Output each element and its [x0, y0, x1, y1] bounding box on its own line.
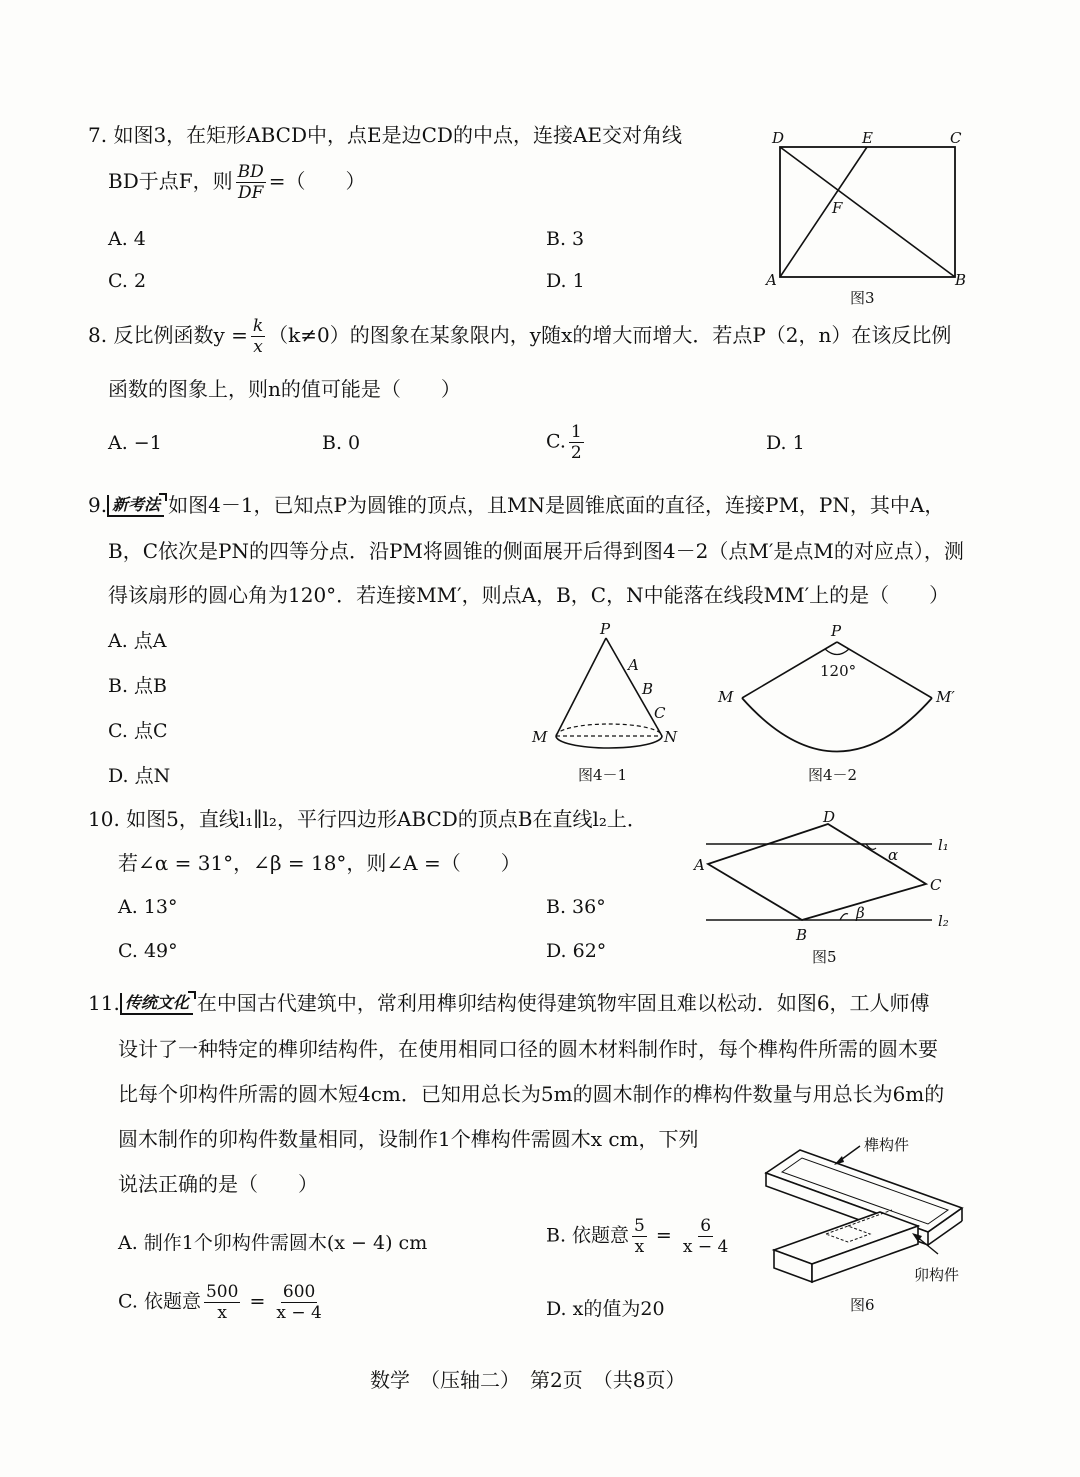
q9-fig1-label-m: M	[532, 728, 548, 746]
q7-line2-pre: BD于点F，则	[108, 169, 233, 193]
q7-frac-den: DF	[237, 183, 264, 203]
q7-frac-num: BD	[237, 162, 264, 182]
q11-option-c[interactable]: C. 依题意 $\frac{500}{x}$ = $\frac{600}{x - 4}$	[118, 1282, 322, 1323]
q9-fig1-label-c: C	[654, 704, 666, 722]
q11-option-c-f1-num: 500	[205, 1282, 239, 1302]
q10-option-a[interactable]: A. 13°	[118, 896, 178, 918]
q10-option-b[interactable]: B. 36°	[546, 896, 606, 918]
q11-line1-text: 在中国古代建筑中，常利用榫卯结构使得建筑物牢固且难以松动．如图6，工人师傅	[196, 991, 930, 1015]
q10-label-l2: l₂	[938, 912, 949, 930]
q11-line1	[88, 990, 930, 1017]
q9-fig1-caption: 图4－1	[578, 766, 628, 784]
q11-line5: 说法正确的是（ ）	[118, 1172, 318, 1196]
q9-fig1-label-b: B	[642, 680, 654, 698]
q11-option-c-frac2	[274, 1282, 323, 1323]
q7-label-a: A	[766, 271, 777, 289]
q9-figure-sector	[712, 620, 972, 790]
q10-label-l1: l₁	[938, 836, 949, 854]
q10-label-beta: β	[856, 904, 865, 922]
q7-label-b: B	[955, 271, 967, 289]
q11-option-b[interactable]: B. 依题意 $\frac{5}{x}$ = $\frac{6}{x - 4}$	[546, 1216, 729, 1257]
q8-option-a[interactable]: A. −1	[108, 432, 162, 454]
q11-option-c-frac1	[204, 1282, 240, 1323]
q9-option-c[interactable]: C. 点C	[108, 720, 168, 742]
q7-fraction	[236, 162, 266, 203]
q8-line1-post: （k≠0）的图象在某象限内，y随x的增大而增大．若点P（2，n）在该反比例	[268, 323, 952, 347]
q10-line2: 若∠α = 31°，∠β = 18°，则∠A =（ ）	[118, 851, 521, 875]
q11-option-b-f2-num: 6	[700, 1216, 712, 1236]
q9-option-a[interactable]: A. 点A	[108, 630, 167, 652]
q8-option-c[interactable]	[546, 422, 587, 463]
q10-figure-parallelogram	[690, 806, 970, 971]
q8-option-d[interactable]: D. 1	[766, 432, 805, 454]
q9-line1	[88, 492, 944, 519]
q11-option-a[interactable]: A. 制作1个卯构件需圆木(x − 4) cm	[118, 1232, 428, 1254]
q7-label-f: F	[832, 199, 843, 217]
q11-option-b-frac1	[632, 1216, 647, 1257]
q8-option-c-den: 2	[570, 443, 582, 463]
q11-line3: 比每个卯构件所需的圆木短4cm．已知用总长为5m的圆木制作的榫构件数量与用总长为6m的	[118, 1082, 945, 1106]
q7-figure-rectangle	[760, 125, 980, 310]
q7-line2-post: =（ ）	[268, 169, 366, 193]
q11-option-b-frac2	[681, 1216, 730, 1257]
q9-line2: B，C依次是PN的四等分点．沿PM将圆锥的侧面展开后得到图4－2（点M′是点M的对应点），测	[108, 539, 964, 563]
q11-number: 11.	[88, 991, 120, 1015]
q8-option-c-fraction	[569, 422, 584, 463]
q9-fig1-label-p: P	[600, 620, 611, 638]
q11-tag-badge: 传统文化	[120, 993, 193, 1015]
q9-fig2-label-m: M	[718, 688, 734, 706]
q9-fig2-label-angle: 120°	[820, 662, 857, 680]
q9-option-b[interactable]: B. 点B	[108, 675, 168, 697]
q11-option-b-f1-den: x	[634, 1237, 645, 1257]
q11-label-tenon: 榫构件	[864, 1136, 910, 1154]
q11-option-b-f1-num: 5	[634, 1216, 645, 1236]
q10-line1: 10. 如图5，直线l₁∥l₂，平行四边形ABCD的顶点B在直线l₂上．	[88, 807, 647, 831]
q9-fig2-label-m-prime: M′	[936, 688, 955, 706]
q7-figure-caption: 图3	[850, 289, 875, 307]
q10-label-b: B	[796, 926, 808, 944]
q11-figure-caption: 图6	[850, 1296, 875, 1314]
q10-label-c: C	[930, 876, 942, 894]
q7-label-c: C	[950, 129, 962, 147]
q10-label-a: A	[694, 856, 705, 874]
q11-line4: 圆木制作的卯构件数量相同，设制作1个榫构件需圆木x cm，下列	[118, 1127, 699, 1151]
q8-option-b[interactable]: B. 0	[322, 432, 361, 454]
q7-option-b[interactable]: B. 3	[546, 228, 585, 250]
q10-option-c[interactable]: C. 49°	[118, 940, 178, 962]
q11-option-b-f2-den: x − 4	[682, 1237, 729, 1257]
q7-line1: 7. 如图3，在矩形ABCD中，点E是边CD的中点，连接AE交对角线	[88, 123, 682, 147]
q11-line2: 设计了一种特定的榫卯结构件，在使用相同口径的圆木材料制作时，每个榫构件所需的圆木要	[118, 1037, 938, 1061]
page-footer: 数学 （压轴二） 第2页 （共8页）	[370, 1368, 686, 1392]
q11-option-b-label: B. 依题意	[546, 1224, 630, 1247]
q7-label-e: E	[862, 129, 873, 147]
q8-option-c-num: 1	[570, 422, 582, 442]
q7-line2	[108, 162, 366, 203]
q9-fig2-caption: 图4－2	[808, 766, 858, 784]
q8-option-c-label: C.	[546, 430, 566, 453]
q8-fraction	[251, 316, 265, 357]
q11-option-c-f1-den: x	[217, 1303, 227, 1323]
q11-option-c-f2-num: 600	[282, 1282, 316, 1302]
q9-fig1-label-a: A	[628, 656, 639, 674]
q9-fig1-label-n: N	[664, 728, 678, 746]
q10-label-alpha: α	[888, 846, 899, 864]
q11-option-c-label: C. 依题意	[118, 1290, 201, 1313]
q7-option-d[interactable]: D. 1	[546, 270, 585, 292]
q10-figure-caption: 图5	[812, 948, 837, 966]
q11-option-c-f2-den: x − 4	[276, 1303, 322, 1323]
q9-figure-cone	[528, 620, 688, 790]
q7-option-a[interactable]: A. 4	[108, 228, 146, 250]
q11-figure-mortise-tenon	[752, 1128, 982, 1318]
q9-line1-text: 如图4－1，已知点P为圆锥的顶点，且MN是圆锥底面的直径，连接PM，PN，其中A，	[168, 493, 945, 517]
q11-label-mortise: 卯构件	[914, 1266, 960, 1284]
q7-option-c[interactable]: C. 2	[108, 270, 147, 292]
q7-label-d: D	[772, 129, 785, 147]
q9-fig2-label-p: P	[831, 622, 842, 640]
q11-option-d[interactable]: D. x的值为20	[546, 1298, 665, 1320]
q9-line3: 得该扇形的圆心角为120°．若连接MM′，则点A，B，C，N中能落在线段MM′上的是（ ）	[108, 583, 950, 607]
q9-tag-badge: 新考法	[107, 495, 164, 517]
q9-option-d[interactable]: D. 点N	[108, 765, 171, 787]
q8-line1-pre: 8. 反比例函数y =	[88, 323, 248, 347]
q8-line2: 函数的图象上，则n的值可能是（ ）	[108, 377, 461, 401]
q8-frac-num: k	[252, 316, 264, 336]
q10-label-d: D	[823, 808, 836, 826]
q10-option-d[interactable]: D. 62°	[546, 940, 607, 962]
q8-frac-den: x	[253, 337, 263, 357]
q8-line1	[88, 316, 951, 357]
q9-number: 9.	[88, 493, 108, 517]
